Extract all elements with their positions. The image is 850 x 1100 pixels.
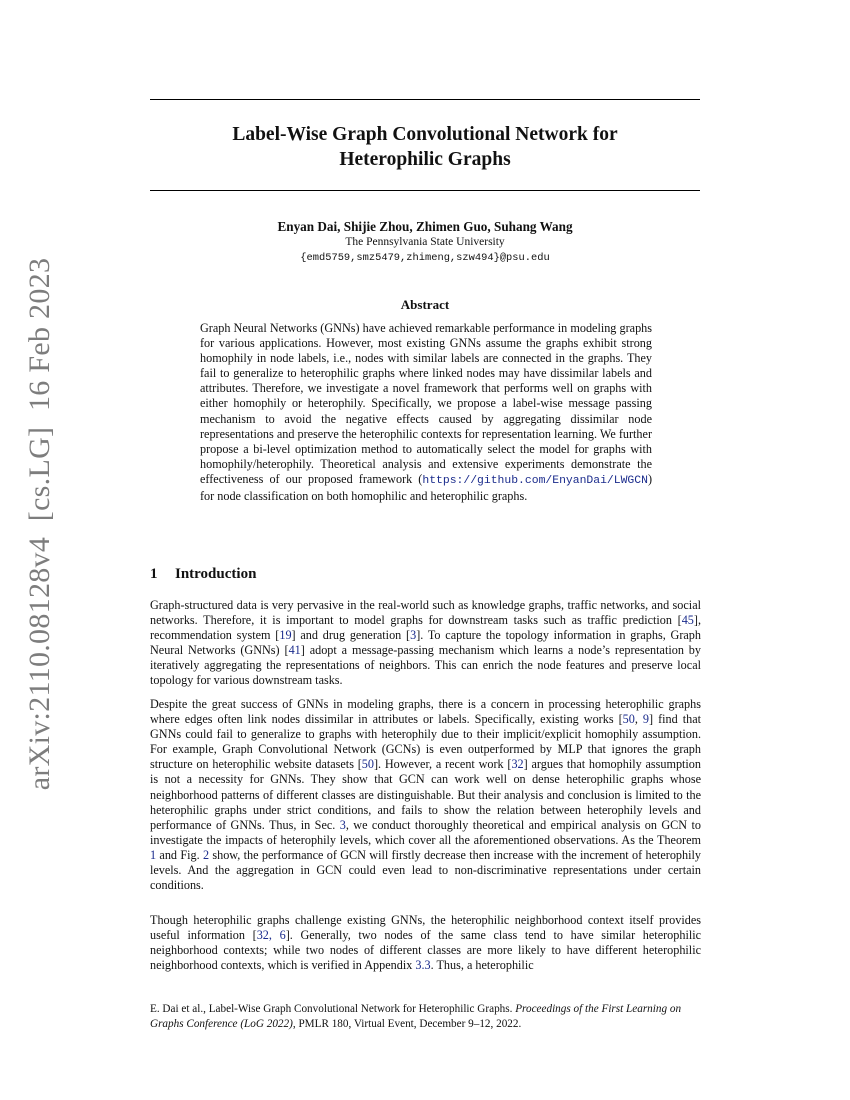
footer-venue: Proceedings of the First Learning on Graphs Conference (LoG 2022) — [150, 1003, 682, 1030]
citation-link[interactable]: 9 — [642, 712, 650, 727]
abstract-body — [200, 321, 652, 504]
paragraph-text: , — [634, 712, 643, 727]
abstract-text: Graph Neural Networks (GNNs) have achieved remarkable performance in modeling graphs for various applications. However, most existing GNNs assume the graphs exhibit strong homophily in node labels, i.e., nodes with similar labels are connected in the graphs. They fail to generalize to heterophilic graphs where linked nodes may have dissimilar labels and attributes. Therefore, we investigate a novel framework that performs well on graphs with either homophily or heterophily. Specifically, we propose a label-wise message passing mechanism to avoid the negative effects caused by aggregating dissimilar node representations and preserve the heterophilic contexts for representation learning. We further propose a bi-level optimization method to automatically select the model for graphs with homophily/heterophily. Theoretical analysis and extensive experiments demonstrate the effectiveness of our proposed framework ( — [200, 321, 652, 486]
citation-link[interactable]: 32, 6 — [256, 928, 286, 943]
paragraph-text: and Fig. — [156, 847, 203, 862]
arxiv-id: arXiv:2110.08128v4 — [23, 536, 56, 791]
paragraph-text: show, the performance of GCN will firstly decrease then increase with the increment of heterophily levels. And the aggregation in GCN could even lead to non-discriminative representations under certain conditions. — [150, 847, 701, 893]
citation-link[interactable]: 19 — [279, 628, 292, 643]
footer-text: E. Dai et al., Label-Wise Graph Convolutional Network for Heterophilic Graphs. — [150, 1003, 516, 1015]
paragraph-text: ] and drug generation [ — [291, 628, 411, 643]
paragraph-text: ]. To capture the topology information in graphs, Graph Neural Networks (GNNs) [ — [150, 628, 701, 658]
abstract-heading: Abstract — [400, 297, 450, 312]
citation-link[interactable]: 3.3 — [415, 958, 431, 973]
code-link[interactable]: https://github.com/EnyanDai/LWGCN — [422, 474, 648, 487]
title-top-rule — [150, 99, 700, 100]
arxiv-watermark — [23, 258, 57, 791]
paragraph-text: , we conduct thoroughly theoretical and empirical analysis on GCN to investigate the impacts of heterophily levels, which cover all the aforementioned observations. As the Theorem — [150, 817, 701, 847]
arxiv-date: 16 Feb 2023 — [23, 257, 56, 412]
section-number: 1 — [150, 566, 158, 582]
paragraph-2 — [150, 697, 701, 893]
paragraph-text: ]. Generally, two nodes of the same class tend to have similar heterophilic neighborhood contexts; while two nodes of different classes are more likely to have different heterophilic neighborhood contexts, which is verified in Appendix — [150, 928, 702, 973]
section-title: Introduction — [175, 566, 257, 582]
paragraph-text: ] find that GNNs could fail to generalize to graphs with heterophily due to their implicit/explicit homophily assumption. For example, Graph Convolutional Network (GCNs) is even outperformed by MLP that ignores the graph structure on heterophilic website datasets [ — [150, 712, 702, 772]
paragraph-text: ] argues that homophily assumption is not a necessity for GNNs. They show that GCN can work well on dense heterophilic graphs whose neighborhood patterns of different classes are distinguishable. But their analysis and conclusion is limited to the heterophilic graphs under strict conditions, and fails to show the relation between heterophily levels and performance of GNNs. Thus, in Sec. — [150, 757, 701, 832]
title-line-1: Label-Wise Graph Convolutional Network for — [232, 124, 618, 145]
citation-link[interactable]: 45 — [681, 613, 694, 628]
affiliation: The Pennsylvania State University — [345, 236, 505, 248]
paragraph-text: Though heterophilic graphs challenge existing GNNs, the heterophilic neighborhood context itself provides useful information [ — [150, 913, 701, 943]
paper-title — [150, 122, 700, 172]
citation-link[interactable]: 3 — [410, 628, 417, 643]
paragraph-text: ], recommendation system [ — [150, 613, 701, 643]
paragraph-text: . Thus, a heterophilic — [430, 958, 534, 973]
paragraph-1 — [150, 598, 701, 689]
section-heading — [150, 566, 256, 583]
citation-link[interactable]: 1 — [150, 847, 157, 862]
footer-rest: , PMLR 180, Virtual Event, December 9–12, 2022. — [292, 1017, 522, 1030]
paragraph-text: Graph-structured data is very pervasive in the real-world such as knowledge graphs, traffic networks, and social networks. Therefore, it is important to model graphs for downstream tasks such as traffic prediction [ — [150, 598, 701, 628]
citation-link[interactable]: 41 — [288, 643, 301, 658]
paragraph-text: ] adopt a message-passing mechanism which learns a node’s representation by iteratively aggregating the representations of neighbors. This can enrich the node features and preserve local topology for various downstream tasks. — [150, 643, 701, 688]
title-line-2: Heterophilic Graphs — [339, 149, 511, 170]
arxiv-category: [cs.LG] — [23, 426, 56, 522]
paragraph-3 — [150, 913, 701, 973]
citation-link[interactable]: 3 — [339, 817, 346, 832]
paragraph-text: Despite the great success of GNNs in modeling graphs, there is a concern in processing heterophilic graphs where edges often link nodes dissimilar in attributes or labels. Specifically, existing works [ — [150, 697, 701, 727]
citation-link[interactable]: 2 — [202, 847, 210, 862]
citation-link[interactable]: 32 — [511, 757, 524, 772]
paragraph-text: ]. However, a recent work [ — [373, 757, 512, 772]
footer-citation — [150, 1002, 701, 1031]
citation-link[interactable]: 50 — [622, 712, 635, 727]
citation-link[interactable]: 50 — [361, 757, 374, 772]
authors: Enyan Dai, Shijie Zhou, Zhimen Guo, Suhang Wang — [277, 219, 573, 234]
email: {emd5759,smz5479,zhimeng,szw494}@psu.edu — [300, 252, 550, 264]
title-bottom-rule — [150, 190, 700, 191]
abstract-text-end: ) for node classification on both homophilic and heterophilic graphs. — [200, 471, 652, 504]
